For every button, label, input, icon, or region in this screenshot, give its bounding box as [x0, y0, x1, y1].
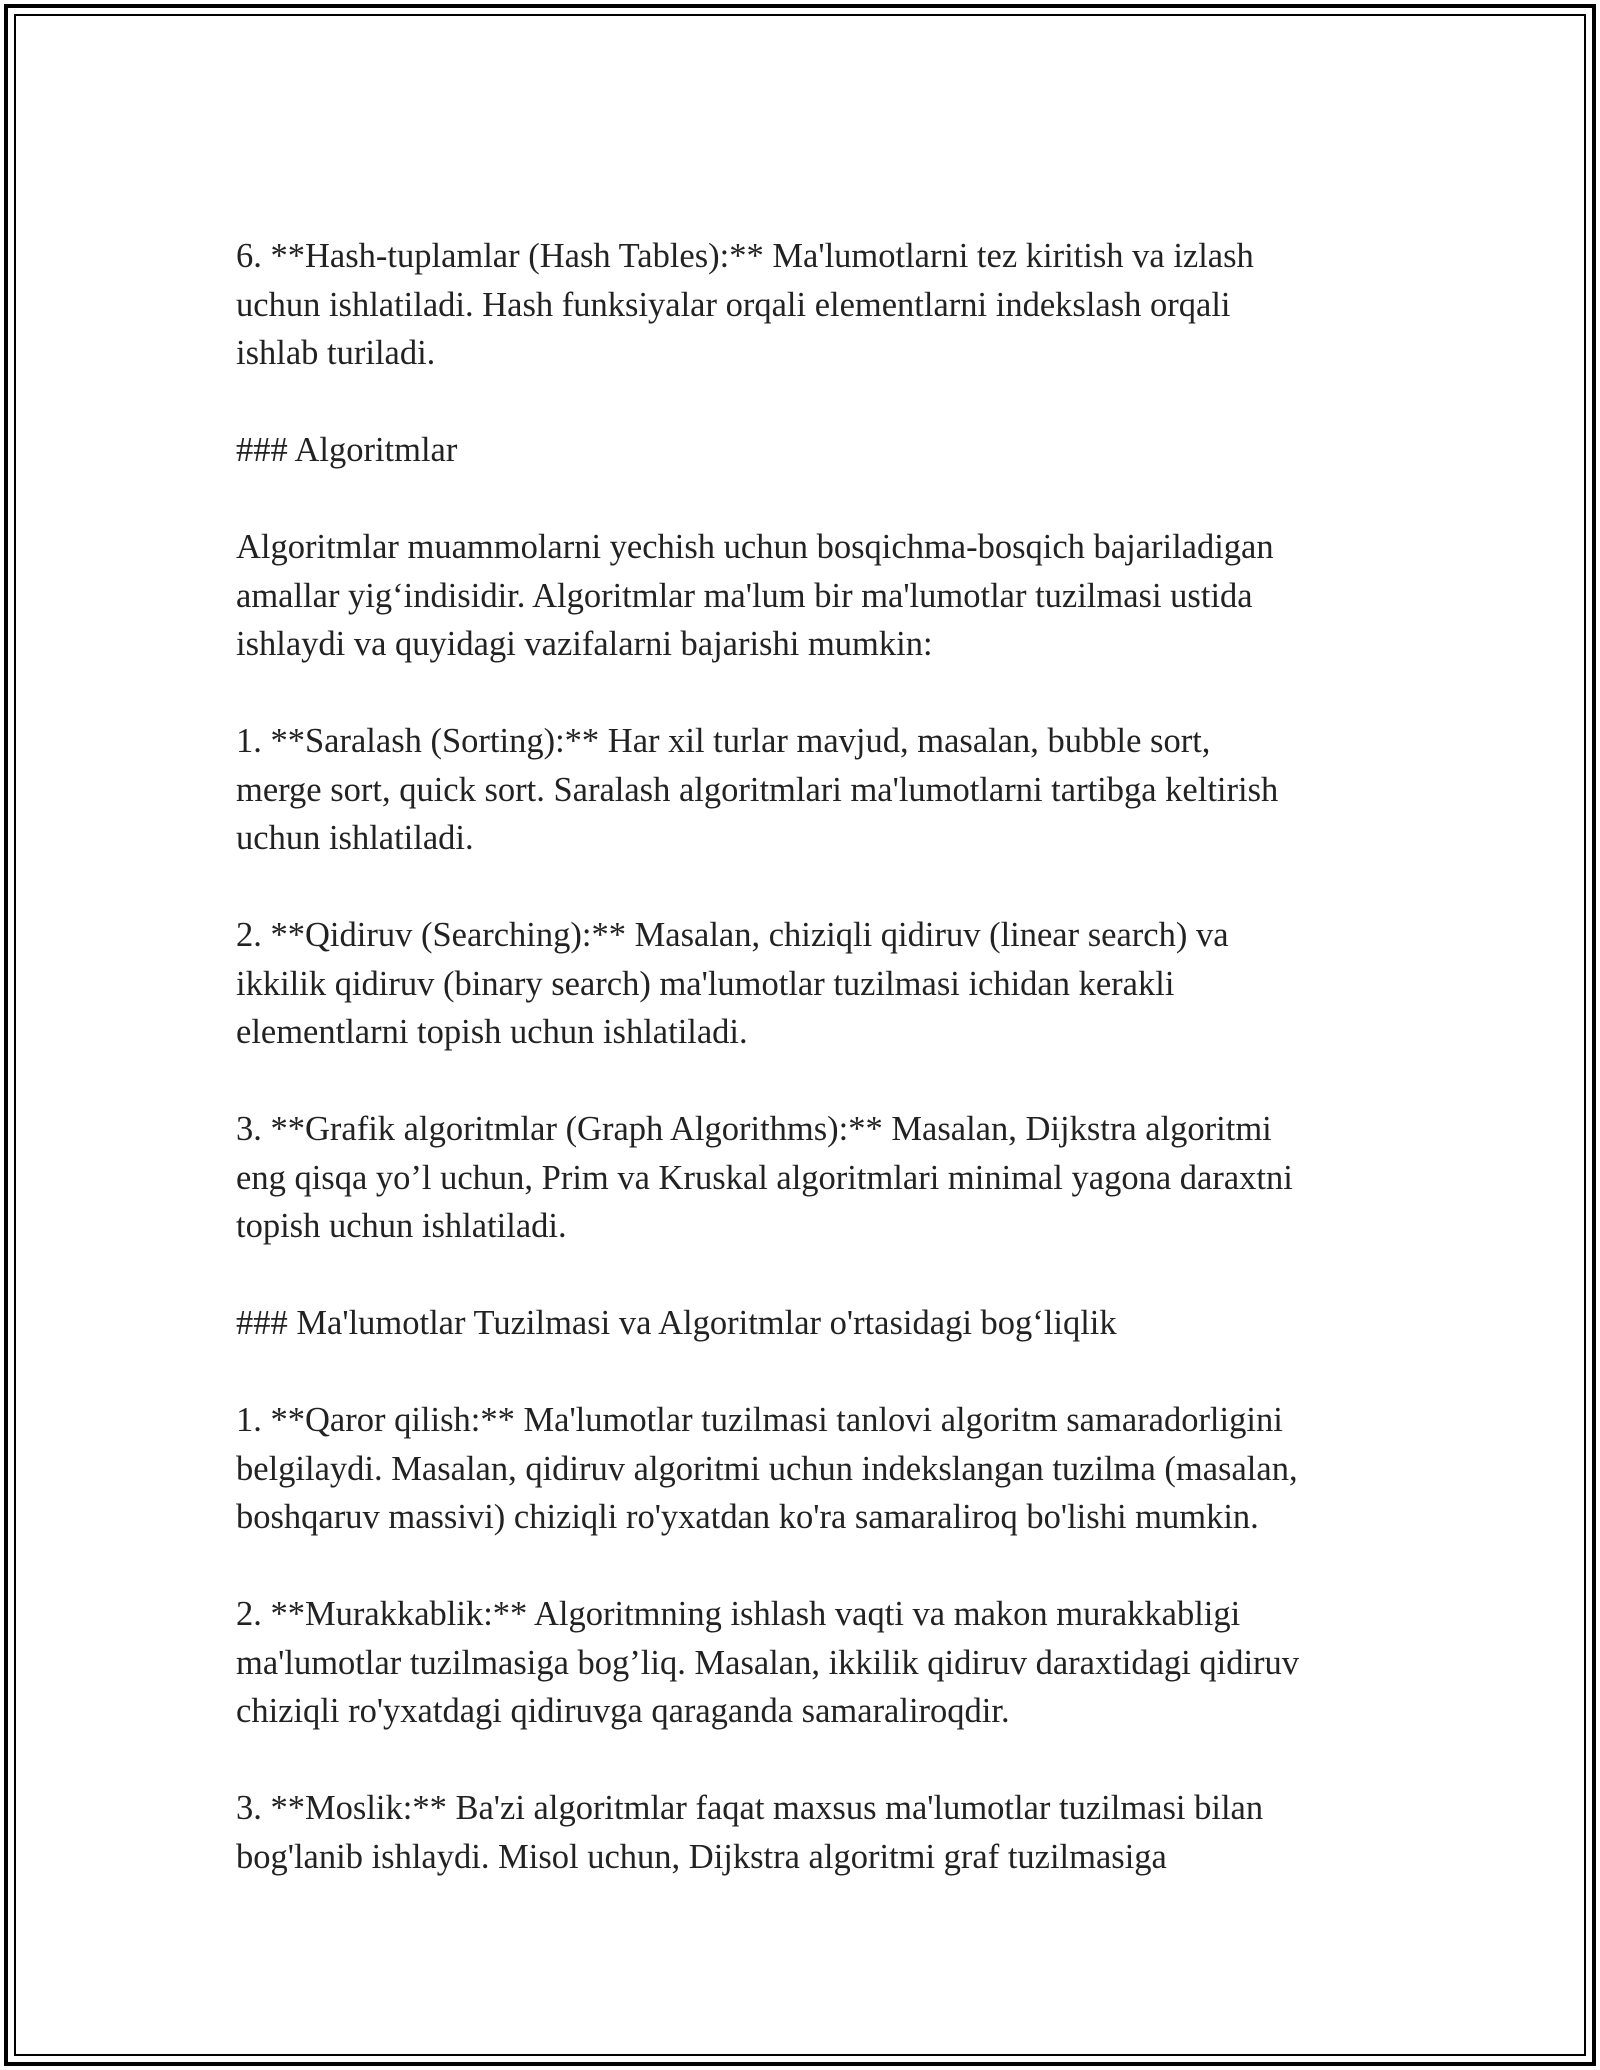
document-body	[236, 232, 1396, 1930]
paragraph-decision-making: 1. **Qaror qilish:** Ma'lumotlar tuzilmasi tanlovi algoritm samaradorligini belgilaydi. Masalan, qidiruv algoritmi uchun indekslangan tuzilma (masalan, boshqaruv massivi) chiziqli ro'yxatdan ko'ra samaraliroq bo'lishi mumkin.	[236, 1401, 1298, 1536]
paragraph-searching: 2. **Qidiruv (Searching):** Masalan, chiziqli qidiruv (linear search) va ikkilik qidiruv (binary search) ma'lumotlar tuzilmasi ichidan kerakli elementlarni topish uchun ishlatiladi.	[236, 916, 1229, 1051]
paragraph-compatibility: 3. **Moslik:** Ba'zi algoritmlar faqat maxsus ma'lumotlar tuzilmasi bilan bog'lanib ishlaydi. Misol uchun, Dijkstra algoritmi graf tuzilmasiga	[236, 1789, 1264, 1876]
paragraph-graph-algorithms: 3. **Grafik algoritmlar (Graph Algorithms):** Masalan, Dijkstra algoritmi eng qisqa yo’l uchun, Prim va Kruskal algoritmlari minimal yagona daraxtni topish uchun ishlatiladi.	[236, 1110, 1293, 1245]
paragraph-algoritmlar-intro: Algoritmlar muammolarni yechish uchun bosqichma-bosqich bajariladigan amallar yig‘indisidir. Algoritmlar ma'lum bir ma'lumotlar tuzilmasi ustida ishlaydi va quyidagi vazifalarni bajarishi mumkin:	[236, 528, 1274, 663]
paragraph-hash-tables: 6. **Hash-tuplamlar (Hash Tables):** Ma'lumotlarni tez kiritish va izlash uchun ishlatiladi. Hash funksiyalar orqali elementlarni indekslash orqali ishlab turiladi.	[236, 237, 1254, 372]
heading-algoritmlar: ### Algoritmlar	[236, 431, 458, 469]
heading-relationship: ### Ma'lumotlar Tuzilmasi va Algoritmlar o'rtasidagi bog‘liqlik	[236, 1304, 1117, 1342]
paragraph-sorting: 1. **Saralash (Sorting):** Har xil turlar mavjud, masalan, bubble sort, merge sort, quick sort. Saralash algoritmlari ma'lumotlarni tartibga keltirish uchun ishlatiladi.	[236, 722, 1279, 857]
paragraph-complexity: 2. **Murakkablik:** Algoritmning ishlash vaqti va makon murakkabligi ma'lumotlar tuzilmasiga bog’liq. Masalan, ikkilik qidiruv daraxtidagi qidiruv chiziqli ro'yxatdagi qidiruvga qaraganda samaraliroqdir.	[236, 1595, 1300, 1730]
